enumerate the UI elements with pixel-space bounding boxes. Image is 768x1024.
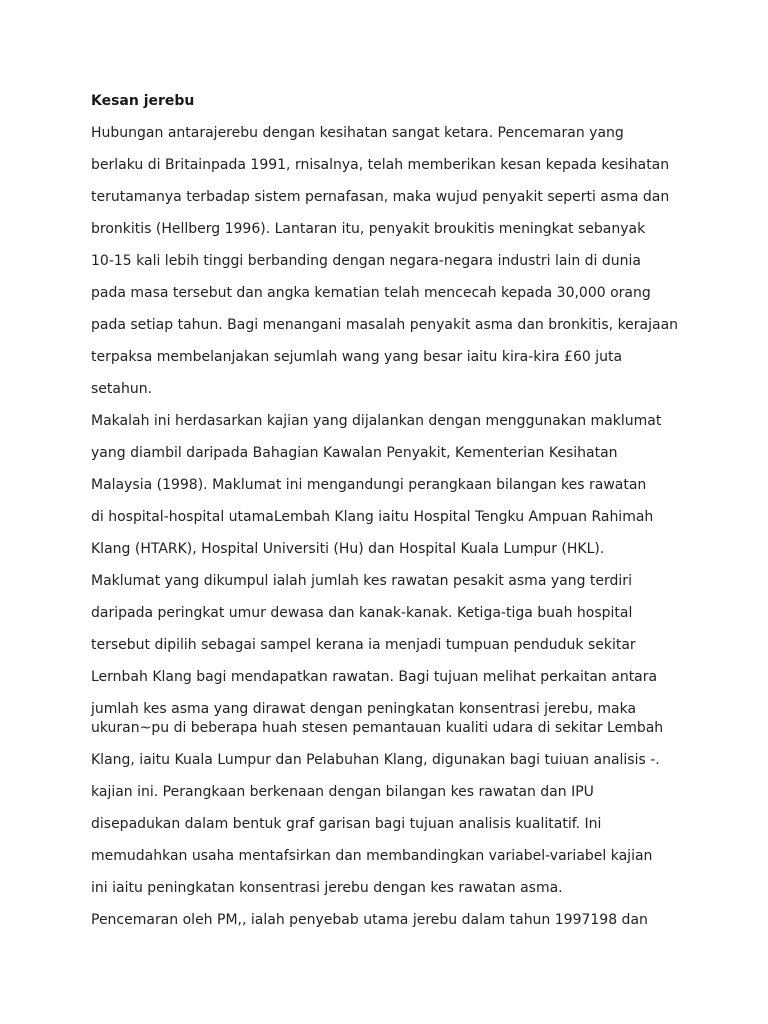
text-line: yang diambil daripada Bahagian Kawalan Penyakit, Kementerian Kesihatan: [91, 445, 618, 461]
text-line: tersebut dipilih sebagai sampel kerana ia menjadi tumpuan penduduk sekitar: [91, 637, 636, 653]
text-line: setahun.: [91, 381, 153, 397]
text-line: 10-15 kali lebih tinggi berbanding dengan negara-negara industri lain di dunia: [91, 253, 641, 269]
text-line: Malaysia (1998). Maklumat ini mengandungi perangkaan bilangan kes rawatan: [91, 477, 647, 493]
text-line: bronkitis (Hellberg 1996). Lantaran itu, penyakit broukitis meningkat sebanyak: [91, 221, 646, 237]
text-line: Klang (HTARK), Hospital Universiti (Hu) dan Hospital Kuala Lumpur (HKL).: [91, 541, 605, 557]
text-line: Klang, iaitu Kuala Lumpur dan Pelabuhan Klang, digunakan bagi tuiuan analisis -.: [91, 752, 660, 768]
text-line: daripada peringkat umur dewasa dan kanak-kanak. Ketiga-tiga buah hospital: [91, 605, 633, 621]
text-line: pada masa tersebut dan angka kematian telah mencecah kepada 30,000 orang: [91, 285, 651, 301]
text-line: di hospital-hospital utamaLembah Klang iaitu Hospital Tengku Ampuan Rahimah: [91, 509, 654, 525]
text-line: terpaksa membelanjakan sejumlah wang yang besar iaitu kira-kira £60 juta: [91, 349, 623, 365]
text-line: Makalah ini herdasarkan kajian yang dijalankan dengan menggunakan maklumat: [91, 413, 662, 429]
text-line: Lernbah Klang bagi mendapatkan rawatan. Bagi tujuan melihat perkaitan antara: [91, 669, 658, 685]
text-line: terutamanya terbadap sistem pernafasan, maka wujud penyakit seperti asma dan: [91, 189, 670, 205]
text-line: Pencemaran oleh PM,, ialah penyebab utama jerebu dalam tahun 1997198 dan: [91, 912, 648, 928]
text-line: pada setiap tahun. Bagi menangani masalah penyakit asma dan bronkitis, kerajaan: [91, 317, 679, 333]
text-line: Maklumat yang dikumpul ialah jumlah kes rawatan pesakit asma yang terdiri: [91, 573, 632, 589]
document-heading: Kesan jerebu: [91, 93, 195, 109]
text-line: ukuran~pu di beberapa huah stesen pemantauan kualiti udara di sekitar Lembah: [91, 720, 664, 736]
text-line: berlaku di Britainpada 1991, rnisalnya, telah memberikan kesan kepada kesihatan: [91, 157, 670, 173]
text-line: jumlah kes asma yang dirawat dengan peningkatan konsentrasi jerebu, maka: [91, 701, 637, 717]
text-line: ini iaitu peningkatan konsentrasi jerebu dengan kes rawatan asma.: [91, 880, 563, 896]
text-line: Hubungan antarajerebu dengan kesihatan sangat ketara. Pencemaran yang: [91, 125, 624, 141]
text-line: kajian ini. Perangkaan berkenaan dengan bilangan kes rawatan dan IPU: [91, 784, 594, 800]
text-line: memudahkan usaha mentafsirkan dan membandingkan variabel-variabel kajian: [91, 848, 653, 864]
text-line: disepadukan dalam bentuk graf garisan bagi tujuan analisis kualitatif. Ini: [91, 816, 602, 832]
